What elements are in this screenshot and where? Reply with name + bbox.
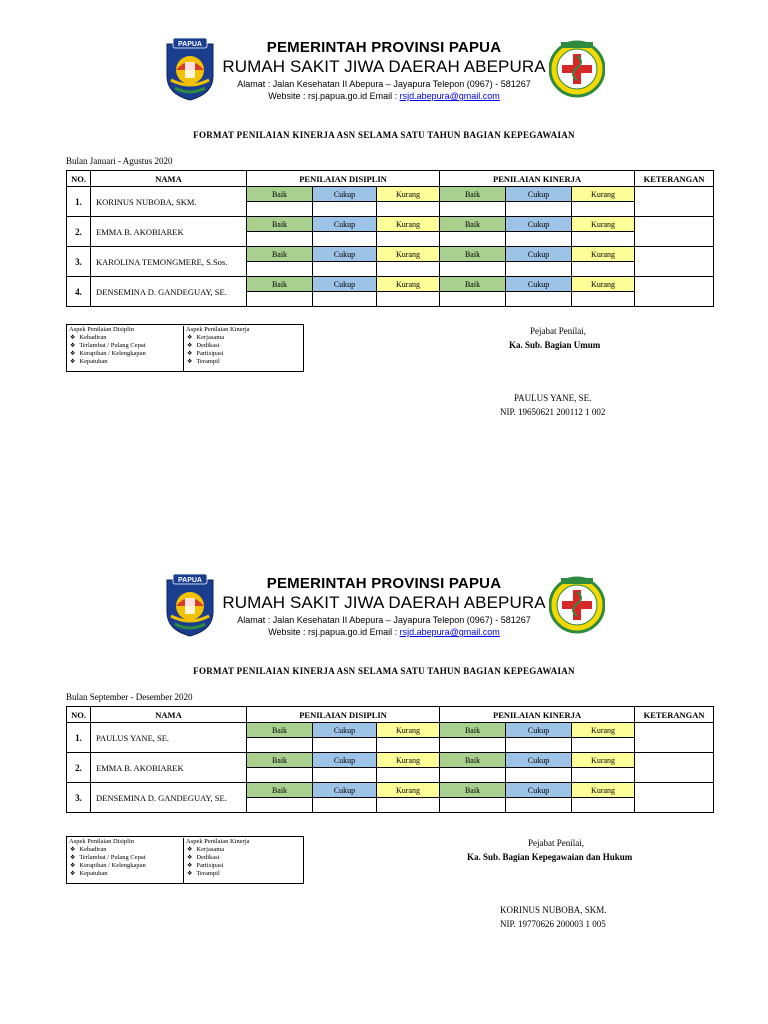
grade-poor-cell: Kurang — [572, 247, 635, 262]
score-cell[interactable] — [572, 292, 635, 307]
table-row — [67, 723, 714, 738]
grade-fair-cell: Cukup — [506, 723, 572, 738]
employee-name: EMMA B. AKOBIAREK — [91, 217, 247, 247]
grade-fair-cell: Cukup — [313, 753, 377, 768]
score-cell[interactable] — [313, 232, 377, 247]
government-name: PEMERINTAH PROVINSI PAPUA — [266, 575, 502, 592]
employee-name: DENSEMINA D. GANDEGUAY, SE. — [91, 277, 247, 307]
score-cell[interactable] — [247, 738, 313, 753]
diamond-bullet-icon: ❖ — [187, 863, 193, 869]
score-cell[interactable] — [506, 292, 572, 307]
score-cell[interactable] — [506, 768, 572, 783]
email-link[interactable]: rsjd.abepura@gmail.com — [399, 91, 500, 101]
col-no-header: NO. — [67, 171, 91, 187]
diamond-bullet-icon: ❖ — [70, 359, 76, 365]
legend-item: ❖ Kehadiran — [70, 846, 107, 853]
score-cell[interactable] — [506, 262, 572, 277]
table-row — [67, 753, 714, 768]
legend-item: ❖ Terampil — [187, 870, 220, 877]
legend-item: ❖ Kerapihan / Kelengkapan — [70, 862, 146, 869]
score-cell[interactable] — [440, 798, 506, 813]
grade-fair-cell: Cukup — [506, 187, 572, 202]
score-cell[interactable] — [377, 232, 440, 247]
employee-name: EMMA B. AKOBIAREK — [91, 753, 247, 783]
legend-item: ❖ Kerapihan / Kelengkapan — [70, 350, 146, 357]
employee-name: PAULUS YANE, SE. — [91, 723, 247, 753]
grade-poor-cell: Kurang — [377, 723, 440, 738]
period-label: Bulan September - Desember 2020 — [66, 692, 193, 702]
grade-good-cell: Baik — [247, 723, 313, 738]
hospital-name: RUMAH SAKIT JIWA DAERAH ABEPURA — [222, 593, 546, 612]
legend-item: ❖ Terlambat / Pulang Cepat — [70, 854, 146, 861]
aspects-legend — [66, 836, 304, 884]
score-cell[interactable] — [572, 768, 635, 783]
diamond-bullet-icon: ❖ — [70, 863, 76, 869]
website-text: Website : rsj.papua.go.id Email : — [268, 627, 400, 637]
grade-good-cell: Baik — [440, 753, 506, 768]
period-label: Bulan Januari - Agustus 2020 — [66, 156, 173, 166]
aspects-legend — [66, 324, 304, 372]
legend-item: ❖ Terampil — [187, 358, 220, 365]
notes-cell — [635, 247, 714, 277]
col-no-header: NO. — [67, 707, 91, 723]
diamond-bullet-icon: ❖ — [70, 343, 76, 349]
papua-province-logo — [163, 572, 217, 638]
table-row — [67, 783, 714, 798]
table-row — [67, 277, 714, 292]
notes-cell — [635, 277, 714, 307]
score-cell[interactable] — [313, 738, 377, 753]
signer-nip: NIP. 19770626 200003 1 005 — [500, 919, 606, 929]
legend-item: ❖ Dedikasi — [187, 342, 220, 349]
grade-good-cell: Baik — [247, 247, 313, 262]
grade-good-cell: Baik — [440, 247, 506, 262]
signer-name: KORINUS NUBOBA, SKM. — [500, 905, 607, 915]
grade-poor-cell: Kurang — [377, 277, 440, 292]
score-cell[interactable] — [440, 262, 506, 277]
score-cell[interactable] — [247, 292, 313, 307]
col-discipline-header: PENILAIAN DISIPLIN — [247, 707, 440, 723]
legend-item: ❖ Partisipasi — [187, 350, 224, 357]
employee-name: KAROLINA TEMONGMERE, S.Sos. — [91, 247, 247, 277]
score-cell[interactable] — [377, 768, 440, 783]
hospital-address: Alamat : Jalan Kesehatan II Abepura – Jayapura Telepon (0967) - 581267 — [237, 615, 531, 625]
grade-poor-cell: Kurang — [377, 783, 440, 798]
grade-good-cell: Baik — [440, 217, 506, 232]
legend-title: Aspek Penilaian Disiplin — [69, 326, 134, 333]
notes-cell — [635, 217, 714, 247]
document-title: FORMAT PENILAIAN KINERJA ASN SELAMA SATU TAHUN BAGIAN KEPEGAWAIAN — [193, 666, 575, 676]
notes-cell — [635, 753, 714, 783]
grade-poor-cell: Kurang — [377, 187, 440, 202]
grade-fair-cell: Cukup — [313, 783, 377, 798]
score-cell[interactable] — [572, 798, 635, 813]
score-cell[interactable] — [313, 292, 377, 307]
document-title: FORMAT PENILAIAN KINERJA ASN SELAMA SATU TAHUN BAGIAN KEPEGAWAIAN — [193, 130, 575, 140]
grade-poor-cell: Kurang — [572, 187, 635, 202]
score-cell[interactable] — [506, 202, 572, 217]
score-cell[interactable] — [440, 202, 506, 217]
score-cell[interactable] — [377, 262, 440, 277]
signer-name: PAULUS YANE, SE. — [514, 393, 592, 403]
legend-item: ❖ Kepatuhan — [70, 358, 108, 365]
score-cell[interactable] — [247, 202, 313, 217]
assessment-table — [66, 706, 714, 813]
diamond-bullet-icon: ❖ — [70, 855, 76, 861]
notes-cell — [635, 187, 714, 217]
legend-item: ❖ Kepatuhan — [70, 870, 108, 877]
table-row — [67, 217, 714, 232]
performance-aspects — [183, 326, 303, 371]
table-header-row — [67, 171, 714, 187]
grade-fair-cell: Cukup — [506, 277, 572, 292]
assessment-section — [0, 536, 768, 1024]
col-notes-header: KETERANGAN — [635, 707, 714, 723]
website-text: Website : rsj.papua.go.id Email : — [268, 91, 400, 101]
grade-fair-cell: Cukup — [506, 783, 572, 798]
hospital-logo — [549, 572, 605, 638]
diamond-bullet-icon: ❖ — [187, 871, 193, 877]
table-row — [67, 247, 714, 262]
grade-fair-cell: Cukup — [506, 247, 572, 262]
diamond-bullet-icon: ❖ — [70, 871, 76, 877]
grade-poor-cell: Kurang — [572, 723, 635, 738]
notes-cell — [635, 723, 714, 753]
diamond-bullet-icon: ❖ — [70, 351, 76, 357]
signer-position: Ka. Sub. Bagian Umum — [509, 340, 601, 350]
legend-item: ❖ Kehadiran — [70, 334, 107, 341]
hospital-contact — [218, 91, 550, 101]
hospital-address: Alamat : Jalan Kesehatan II Abepura – Jayapura Telepon (0967) - 581267 — [237, 79, 531, 89]
score-cell[interactable] — [313, 262, 377, 277]
row-number: 2. — [67, 217, 91, 247]
score-cell[interactable] — [440, 292, 506, 307]
col-name-header: NAMA — [91, 707, 247, 723]
signer-nip: NIP. 19650621 200112 1 002 — [500, 407, 606, 417]
score-cell[interactable] — [313, 202, 377, 217]
discipline-aspects — [69, 326, 183, 366]
performance-aspects — [183, 838, 303, 883]
row-number: 2. — [67, 753, 91, 783]
legend-title: Aspek Penilaian Kinerja — [186, 326, 250, 333]
discipline-aspects — [69, 838, 183, 878]
employee-name: KORINUS NUBOBA, SKM. — [91, 187, 247, 217]
col-notes-header: KETERANGAN — [635, 171, 714, 187]
col-discipline-header: PENILAIAN DISIPLIN — [247, 171, 440, 187]
row-number: 3. — [67, 247, 91, 277]
legend-item: ❖ Kerjasama — [187, 334, 225, 341]
score-cell[interactable] — [572, 738, 635, 753]
grade-good-cell: Baik — [440, 187, 506, 202]
grade-poor-cell: Kurang — [572, 277, 635, 292]
diamond-bullet-icon: ❖ — [187, 343, 193, 349]
signer-label: Pejabat Penilai, — [528, 838, 584, 848]
score-cell[interactable] — [506, 798, 572, 813]
legend-title: Aspek Penilaian Disiplin — [69, 838, 134, 845]
legend-title: Aspek Penilaian Kinerja — [186, 838, 250, 845]
table-row — [67, 187, 714, 202]
grade-poor-cell: Kurang — [572, 217, 635, 232]
grade-poor-cell: Kurang — [377, 217, 440, 232]
diamond-bullet-icon: ❖ — [187, 855, 193, 861]
score-cell[interactable] — [572, 262, 635, 277]
grade-poor-cell: Kurang — [572, 783, 635, 798]
diamond-bullet-icon: ❖ — [70, 847, 76, 853]
svg-text:PAPUA: PAPUA — [178, 577, 202, 584]
grade-fair-cell: Cukup — [506, 217, 572, 232]
score-cell[interactable] — [377, 292, 440, 307]
row-number: 1. — [67, 723, 91, 753]
legend-item: ❖ Partisipasi — [187, 862, 224, 869]
grade-good-cell: Baik — [247, 277, 313, 292]
hospital-name: RUMAH SAKIT JIWA DAERAH ABEPURA — [222, 57, 546, 76]
grade-fair-cell: Cukup — [313, 217, 377, 232]
hospital-contact — [218, 627, 550, 637]
col-performance-header: PENILAIAN KINERJA — [440, 171, 635, 187]
row-number: 4. — [67, 277, 91, 307]
score-cell[interactable] — [377, 202, 440, 217]
signer-label: Pejabat Penilai, — [530, 326, 586, 336]
col-performance-header: PENILAIAN KINERJA — [440, 707, 635, 723]
assessment-table — [66, 170, 714, 307]
hospital-logo — [549, 36, 605, 102]
score-cell[interactable] — [572, 202, 635, 217]
diamond-bullet-icon: ❖ — [187, 335, 193, 341]
grade-good-cell: Baik — [247, 217, 313, 232]
grade-poor-cell: Kurang — [377, 753, 440, 768]
legend-item: ❖ Terlambat / Pulang Cepat — [70, 342, 146, 349]
score-cell[interactable] — [247, 232, 313, 247]
diamond-bullet-icon: ❖ — [187, 847, 193, 853]
grade-fair-cell: Cukup — [506, 753, 572, 768]
grade-poor-cell: Kurang — [377, 247, 440, 262]
diamond-bullet-icon: ❖ — [187, 359, 193, 365]
legend-item: ❖ Kerjasama — [187, 846, 225, 853]
employee-name: DENSEMINA D. GANDEGUAY, SE. — [91, 783, 247, 813]
grade-good-cell: Baik — [440, 783, 506, 798]
score-cell[interactable] — [572, 232, 635, 247]
legend-item: ❖ Dedikasi — [187, 854, 220, 861]
email-link[interactable]: rsjd.abepura@gmail.com — [399, 627, 500, 637]
score-cell[interactable] — [440, 232, 506, 247]
score-cell[interactable] — [247, 768, 313, 783]
assessment-section — [0, 0, 768, 500]
score-cell[interactable] — [313, 798, 377, 813]
svg-text:PAPUA: PAPUA — [178, 41, 202, 48]
grade-fair-cell: Cukup — [313, 723, 377, 738]
table-header-row — [67, 707, 714, 723]
government-name: PEMERINTAH PROVINSI PAPUA — [266, 39, 502, 56]
score-cell[interactable] — [313, 768, 377, 783]
score-cell[interactable] — [440, 738, 506, 753]
col-name-header: NAMA — [91, 171, 247, 187]
grade-good-cell: Baik — [247, 783, 313, 798]
score-cell[interactable] — [506, 232, 572, 247]
grade-good-cell: Baik — [247, 187, 313, 202]
grade-good-cell: Baik — [440, 723, 506, 738]
papua-province-logo — [163, 36, 217, 102]
score-cell[interactable] — [440, 768, 506, 783]
signer-position: Ka. Sub. Bagian Kepegawaian dan Hukum — [467, 852, 633, 862]
grade-poor-cell: Kurang — [572, 753, 635, 768]
diamond-bullet-icon: ❖ — [187, 351, 193, 357]
diamond-bullet-icon: ❖ — [70, 335, 76, 341]
score-cell[interactable] — [506, 738, 572, 753]
grade-fair-cell: Cukup — [313, 187, 377, 202]
grade-fair-cell: Cukup — [313, 277, 377, 292]
score-cell[interactable] — [247, 262, 313, 277]
score-cell[interactable] — [377, 738, 440, 753]
score-cell[interactable] — [247, 798, 313, 813]
row-number: 1. — [67, 187, 91, 217]
grade-good-cell: Baik — [440, 277, 506, 292]
row-number: 3. — [67, 783, 91, 813]
grade-good-cell: Baik — [247, 753, 313, 768]
notes-cell — [635, 783, 714, 813]
grade-fair-cell: Cukup — [313, 247, 377, 262]
score-cell[interactable] — [377, 798, 440, 813]
